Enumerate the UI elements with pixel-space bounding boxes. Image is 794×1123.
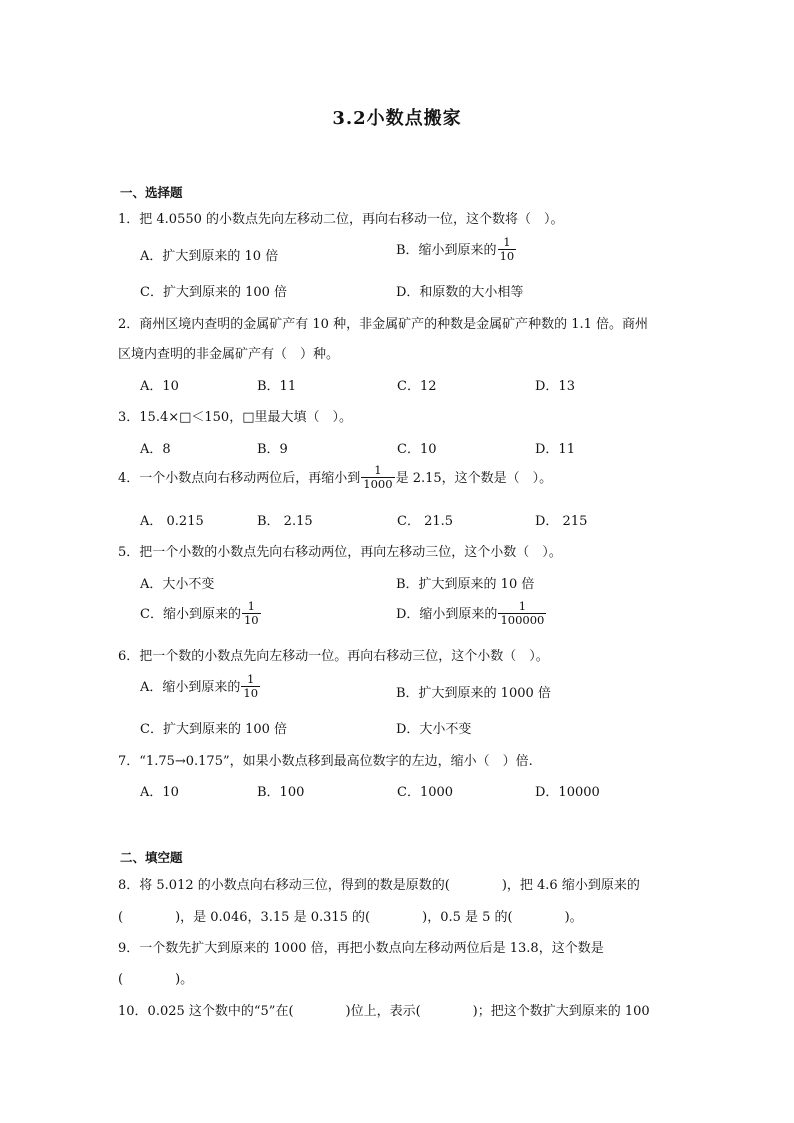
question-7-option-a: A．10 [140, 785, 179, 800]
question-7-option-d: D．10000 [535, 785, 600, 800]
question-9-line-1: 9．一个数先扩大到原来的 1000 倍，再把小数点向左移动两位后是 13.8，这个数是 [118, 941, 604, 956]
fraction-numerator: 1 [374, 463, 382, 477]
question-4-option-b: B． 2.15 [257, 514, 313, 529]
option-c-text: C．缩小到原来的 [140, 607, 241, 623]
question-10-line-1: 10．0.025 这个数中的“5”在( )位上，表示( )；把这个数扩大到原来的 100 [118, 1004, 650, 1019]
question-3-option-a: A．8 [140, 442, 171, 457]
question-4-option-c: C． 21.5 [397, 514, 454, 529]
question-6-stem: 6．把一个数的小数点先向左移动一位。再向右移动三位，这个小数（ ）。 [118, 649, 549, 664]
question-5-stem: 5．把一个小数的小数点先向右移动两位，再向左移动三位，这个小数（ ）。 [118, 545, 562, 560]
question-4-option-d: D． 215 [535, 514, 588, 529]
fraction [242, 600, 261, 627]
question-2-line-2: 区境内查明的非金属矿产有（ ）种。 [118, 347, 340, 362]
question-7-stem: 7．“1.75→0.175”，如果小数点移到最高位数字的左边，缩小（ ）倍. [118, 754, 533, 769]
question-2-option-c: C．12 [397, 379, 437, 394]
fraction-numerator: 1 [503, 235, 511, 249]
question-1-option-a: A．扩大到原来的 10 倍 [140, 249, 279, 264]
fraction-numerator: 1 [518, 599, 527, 613]
question-6-option-a [140, 674, 261, 701]
fraction-denominator: 10 [499, 249, 515, 264]
fraction [241, 673, 260, 700]
question-8-line-2: ( )，是 0.046，3.15 是 0.315 的( )，0.5 是 5 的( )。 [118, 910, 583, 925]
question-8-line-1: 8．将 5.012 的小数点向右移动三位，得到的数是原数的( )，把 4.6 缩小到原来的 [118, 878, 640, 893]
fraction-denominator: 1000 [363, 477, 393, 492]
fraction-numerator: 1 [247, 672, 255, 686]
question-4-prefix: 4．一个小数点向右移动两位后，再缩小到 [118, 471, 361, 487]
question-1-stem: 1．把 4.0550 的小数点先向左移动二位，再向右移动一位，这个数将（ ）。 [118, 212, 564, 227]
option-b-text: B．缩小到原来的 [396, 243, 497, 259]
question-5-option-c [140, 601, 262, 628]
fraction-denominator: 10 [243, 686, 259, 701]
page-title: 3.2小数点搬家 [332, 108, 462, 129]
question-4-option-a: A． 0.215 [140, 514, 204, 529]
fraction-numerator: 1 [247, 599, 255, 613]
question-2-option-d: D．13 [535, 379, 575, 394]
question-7-option-c: C．1000 [397, 785, 454, 800]
question-3-option-d: D．11 [535, 442, 575, 457]
question-5-option-a: A．大小不变 [140, 577, 215, 592]
fraction-denominator: 100000 [500, 613, 545, 628]
question-3-option-b: B．9 [257, 442, 288, 457]
question-2-line-1: 2．商州区境内查明的金属矿产有 10 种，非金属矿产的种数是金属矿产种数的 1.1 倍。商州 [118, 317, 649, 332]
question-2-option-b: B．11 [257, 379, 297, 394]
question-6-option-b: B．扩大到原来的 1000 倍 [396, 686, 551, 701]
question-4-stem [118, 465, 552, 492]
question-7-option-b: B．100 [257, 785, 305, 800]
question-6-option-c: C．扩大到原来的 100 倍 [140, 722, 288, 737]
section-heading-fill-blank: 二、填空题 [120, 850, 183, 865]
option-a-text: A．缩小到原来的 [140, 680, 241, 696]
question-6-option-d: D．大小不变 [396, 722, 472, 737]
fraction-denominator: 10 [243, 613, 259, 628]
question-1-option-c: C．扩大到原来的 100 倍 [140, 285, 288, 300]
question-5-option-d [396, 601, 547, 628]
question-9-line-2: ( )。 [118, 972, 194, 987]
fraction [498, 600, 546, 627]
fraction [361, 464, 394, 491]
question-4-suffix: 是 2.15，这个数是（ ）。 [395, 471, 553, 487]
question-1-option-b [396, 237, 517, 264]
option-d-text: D．缩小到原来的 [396, 607, 498, 623]
question-3-option-c: C．10 [397, 442, 437, 457]
fraction [498, 236, 517, 263]
question-3-stem: 3．15.4×□＜150，□里最大填（ ）。 [118, 410, 352, 425]
question-5-option-b: B．扩大到原来的 10 倍 [396, 577, 535, 592]
question-2-option-a: A．10 [140, 379, 179, 394]
section-heading-choice: 一、选择题 [120, 185, 183, 200]
question-1-option-d: D．和原数的大小相等 [396, 285, 524, 300]
